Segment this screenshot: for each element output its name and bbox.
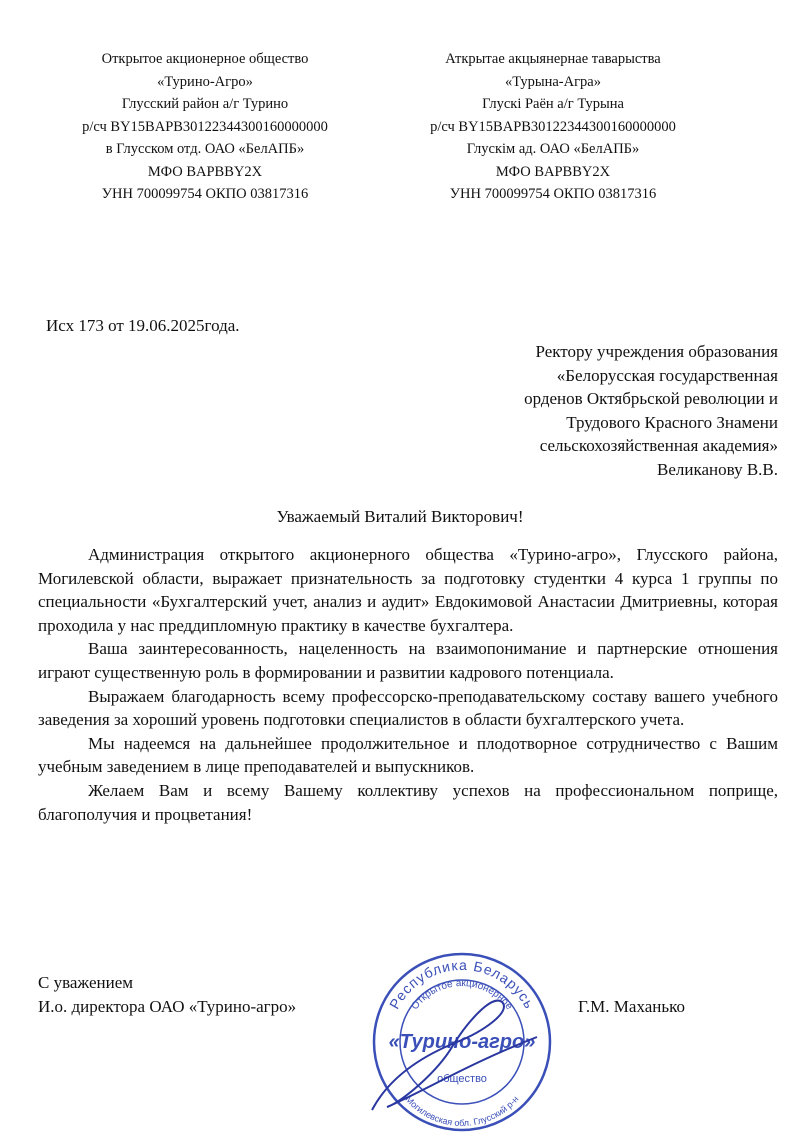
- body-paragraph: Ваша заинтересованность, нацеленность на взаимопонимание и партнерские отношения играют существенную роль в формировании и развитии кадрового потенциала.: [38, 639, 778, 682]
- stamp-bottom-text: Могилевская обл. Глусский р-н: [403, 1093, 521, 1129]
- addressee-line: Трудового Красного Знамени: [566, 412, 778, 432]
- header-by-line: Глускі Раён а/г Турына: [482, 96, 624, 112]
- header-by-line: «Турына-Агра»: [504, 73, 601, 90]
- addressee-line: «Белорусская государственная: [556, 365, 778, 385]
- header-by-line: Глускім ад. ОАО «БелАПБ»: [466, 141, 640, 157]
- header-ru-line: УНН 700099754 ОКПО 03817316: [101, 186, 309, 202]
- body-paragraph: Мы надеемся на дальнейшее продолжительное и плодотворное сотрудничество с Вашим учебным заведением в лице преподавателей и выпускников.: [38, 733, 778, 777]
- header-by-line: МФО BAPBBY2X: [495, 163, 611, 180]
- letter-body: [38, 543, 778, 826]
- body-paragraph: Выражаем благодарность всему профессорско-преподавательскому составу вашего учебного заведения за хороший уровень подготовки специалистов в области бухгалтерского учета.: [38, 686, 778, 730]
- header-belarusian: [388, 48, 718, 206]
- header-russian: [40, 48, 370, 206]
- salutation: Уважаемый Виталий Викторович!: [276, 507, 524, 526]
- signer-position: И.о. директора ОАО «Турино-агро»: [38, 997, 297, 1016]
- header-ru-line: «Турино-Агро»: [157, 73, 253, 90]
- company-stamp: [362, 942, 562, 1142]
- svg-text:Могилевская обл. Глусский р-н: [404, 1094, 521, 1128]
- header-ru-line: р/сч BY15BAPB30122344300160000000: [82, 118, 328, 135]
- signature-scribble: [372, 1001, 537, 1110]
- header-by-line: Аткрытае акцыянернае таварыства: [445, 51, 661, 67]
- header-ru-line: Открытое акционерное общество: [101, 51, 309, 67]
- header-ru-line: в Глусском отд. ОАО «БелАПБ»: [105, 141, 305, 157]
- stamp-middle-text: Открытое акционерное: [409, 977, 515, 1012]
- body-paragraph: Администрация открытого акционерного общества «Турино-агро», Глусского района, Могилевской области, выражает признательность за подготовку студентки 4 курса 1 группы по специальности «Бухгалтерский учет, анализ и аудит» Евдокимовой Анастасии Дмитриевны, которая проходила у нас преддипломную практику в качестве бухгалтера.: [38, 545, 778, 635]
- addressee-block: [524, 340, 778, 481]
- header-ru-line: Глусский район а/г Турино: [121, 96, 289, 112]
- body-paragraph: Желаем Вам и всему Вашему коллективу успехов на профессиональном поприще, благополучия и процветания!: [38, 780, 778, 824]
- addressee-line: Ректору учреждения образования: [535, 342, 778, 361]
- outgoing-reference: Исх 173 от 19.06.2025года.: [46, 316, 240, 335]
- addressee-line: Великанову В.В.: [657, 459, 778, 479]
- stamp-outer-text: Республика Беларусь: [385, 956, 539, 1012]
- stamp-center-text: «Турино-агро»: [388, 1031, 536, 1053]
- signer-name: Г.М. Маханько: [578, 997, 686, 1016]
- header-by-line: р/сч BY15BAPB30122344300160000000: [430, 118, 676, 135]
- addressee-line: сельскохозяйственная академия»: [539, 436, 778, 455]
- header-ru-line: МФО BAPBBY2X: [147, 163, 263, 180]
- header-by-line: УНН 700099754 ОКПО 03817316: [449, 186, 657, 202]
- stamp-lower-text: общество: [437, 1073, 487, 1085]
- addressee-line: орденов Октябрьской революции и: [524, 389, 778, 408]
- closing-regards: С уважением: [38, 973, 134, 992]
